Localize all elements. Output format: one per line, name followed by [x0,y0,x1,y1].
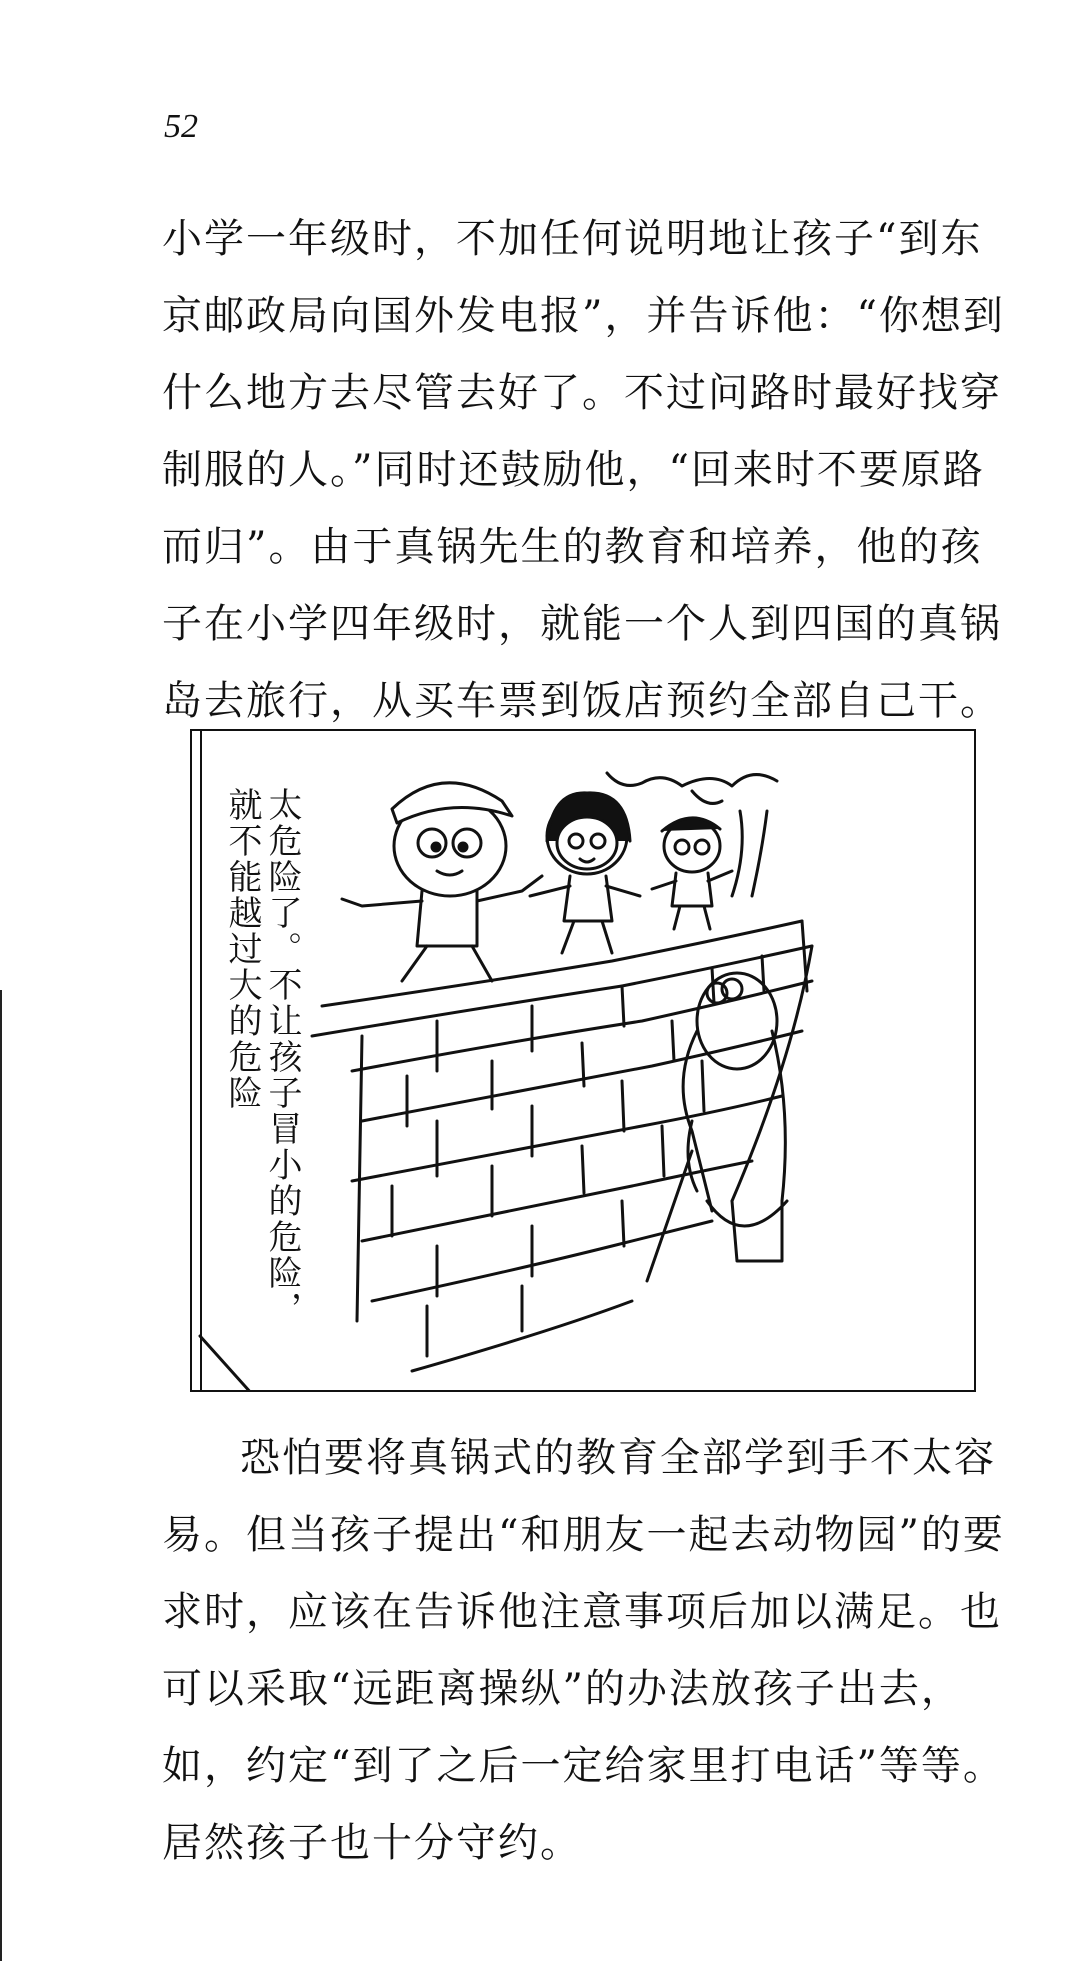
page-number: 52 [164,108,198,145]
old-man [647,973,787,1281]
illustration-caption: 太危险了。不让孩子冒小的危险，就不能越过大的危险 [222,787,302,1327]
page-spine-line [0,990,2,1961]
child-small [652,818,732,929]
paragraph-2: 恐怕要将真锅式的教育全部学到手不太容易。但当孩子提出“和朋友一起去动物园”的要求时，应该在告诉他注意事项后加以满足。也可以采取“远距离操纵”的办法放孩子出去，如，约定“到了之后一定给家里打电话”等等。居然孩子也十分守约。 [162,1435,1005,1866]
child-girl [530,793,640,953]
child-with-cap [342,783,542,981]
tree [607,773,777,896]
paragraph-1: 小学一年级时，不加任何说明地让孩子“到东京邮政局向国外发电报”，并告诉他：“你想到什么地方去尽管去好了。不过问路时最好找穿制服的人。”同时还鼓励他，“回来时不要原路而归”。由于真锅先生的教育和培养，他的孩子在小学四年级时，就能一个人到四国的真锅岛去旅行，从买车票到饭店预约全部自己干。 [162,216,1005,724]
corner-diagonal [200,1336,252,1392]
wall-cartoon-illustration [192,731,976,1392]
illustration-frame [190,729,976,1392]
brick-wall [312,921,812,1371]
